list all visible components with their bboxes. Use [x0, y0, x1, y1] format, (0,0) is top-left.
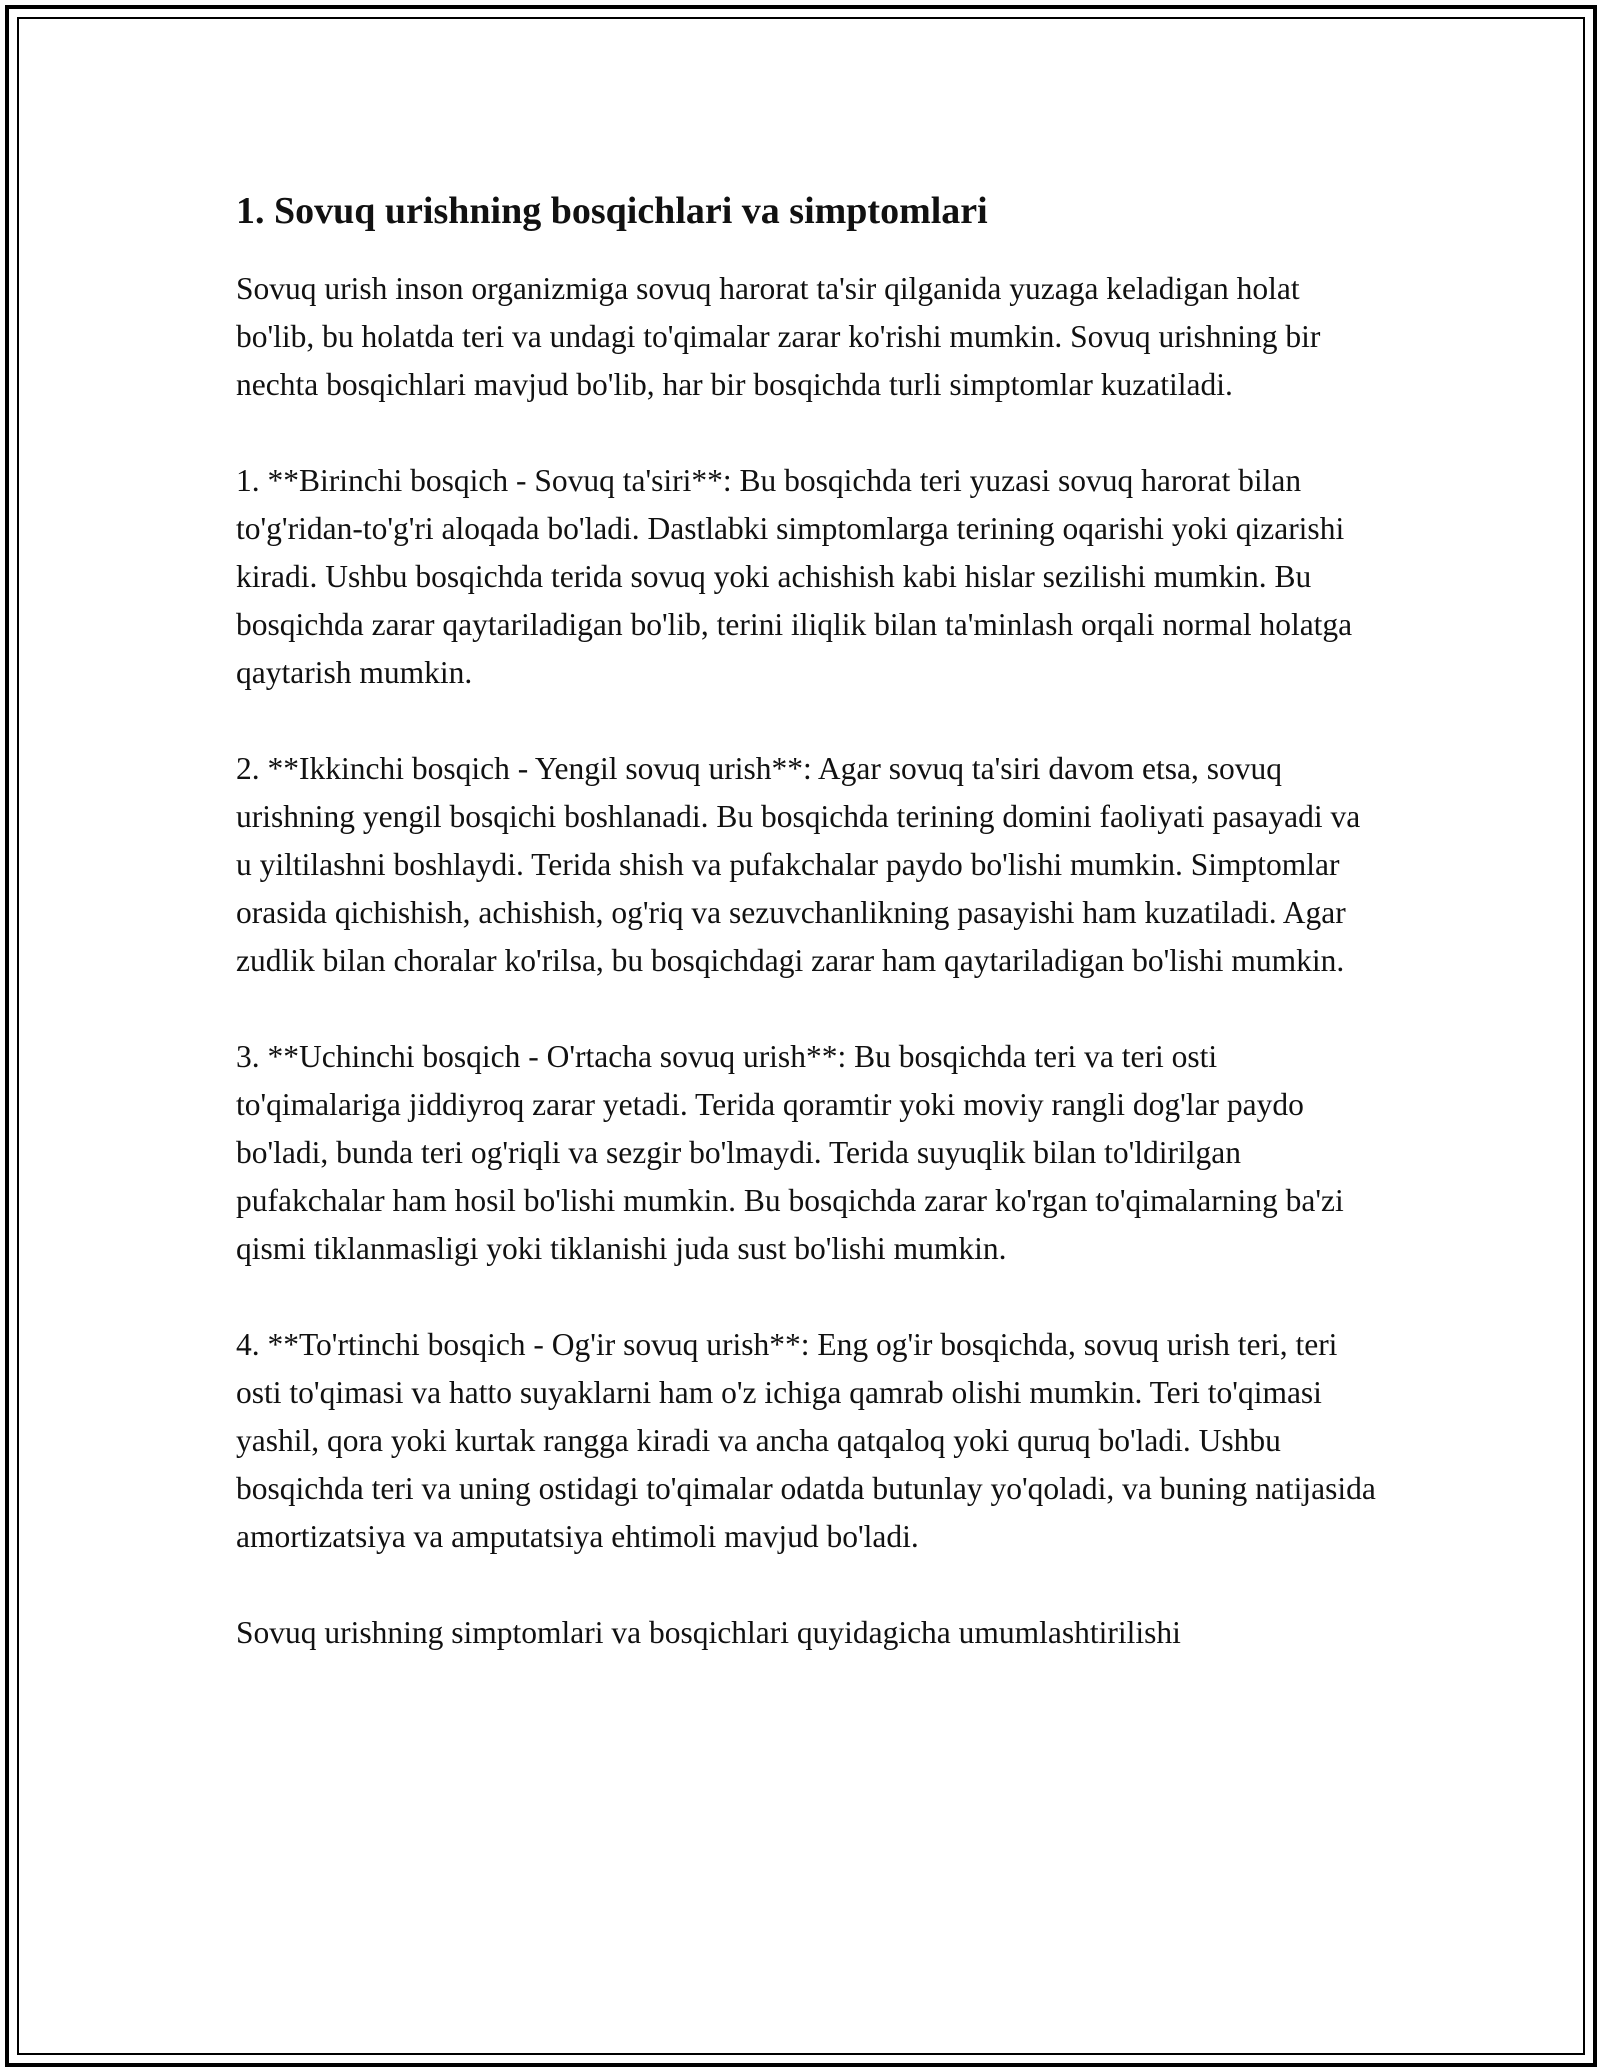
section-title: 1. Sovuq urishning bosqichlari va simptomlari	[236, 190, 988, 232]
stage-3-paragraph: 3. **Uchinchi bosqich - O'rtacha sovuq urish**: Bu bosqichda teri va teri osti to'qimalariga jiddiyroq zarar yetadi. Terida qoramtir yoki moviy rangli dog'lar paydo bo'ladi, bunda teri og'riqli va sezgir bo'lmaydi. Terida suyuqlik bilan to'ldirilgan pufakchalar ham hosil bo'lishi mumkin. Bu bosqichda zarar ko'rgan to'qimalarning ba'zi qismi tiklanmasligi yoki tiklanishi juda sust bo'lishi mumkin.	[236, 1039, 1344, 1266]
summary-paragraph: Sovuq urishning simptomlari va bosqichlari quyidagicha umumlashtirilishi	[236, 1615, 1181, 1650]
intro-paragraph: Sovuq urish inson organizmiga sovuq harorat ta'sir qilganida yuzaga keladigan holat bo'lib, bu holatda teri va undagi to'qimalar zarar ko'rishi mumkin. Sovuq urishning bir nechta bosqichlari mavjud bo'lib, har bir bosqichda turli simptomlar kuzatiladi.	[236, 271, 1321, 402]
stage-1-paragraph: 1. **Birinchi bosqich - Sovuq ta'siri**: Bu bosqichda teri yuzasi sovuq harorat bilan to'g'ridan-to'g'ri aloqada bo'ladi. Dastlabki simptomlarga terining oqarishi yoki qizarishi kiradi. Ushbu bosqichda terida sovuq yoki achishish kabi hislar sezilishi mumkin. Bu bosqichda zarar qaytariladigan bo'lib, terini iliqlik bilan ta'minlash orqali normal holatga qaytarish mumkin.	[236, 463, 1353, 690]
document-body	[236, 185, 1376, 1657]
stage-2-paragraph: 2. **Ikkinchi bosqich - Yengil sovuq urish**: Agar sovuq ta'siri davom etsa, sovuq urishning yengil bosqichi boshlanadi. Bu bosqichda terining domini faoliyati pasayadi va u yiltilashni boshlaydi. Terida shish va pufakchalar paydo bo'lishi mumkin. Simptomlar orasida qichishish, achishish, og'riq va sezuvchanlikning pasayishi ham kuzatiladi. Agar zudlik bilan choralar ko'rilsa, bu bosqichdagi zarar ham qaytariladigan bo'lishi mumkin.	[236, 751, 1361, 978]
stage-4-paragraph: 4. **To'rtinchi bosqich - Og'ir sovuq urish**: Eng og'ir bosqichda, sovuq urish teri, teri osti to'qimasi va hatto suyaklarni ham o'z ichiga qamrab olishi mumkin. Teri to'qimasi yashil, qora yoki kurtak rangga kiradi va ancha qatqaloq yoki quruq bo'ladi. Ushbu bosqichda teri va uning ostidagi to'qimalar odatda butunlay yo'qoladi, va buning natijasida amortizatsiya va amputatsiya ehtimoli mavjud bo'ladi.	[236, 1327, 1376, 1554]
